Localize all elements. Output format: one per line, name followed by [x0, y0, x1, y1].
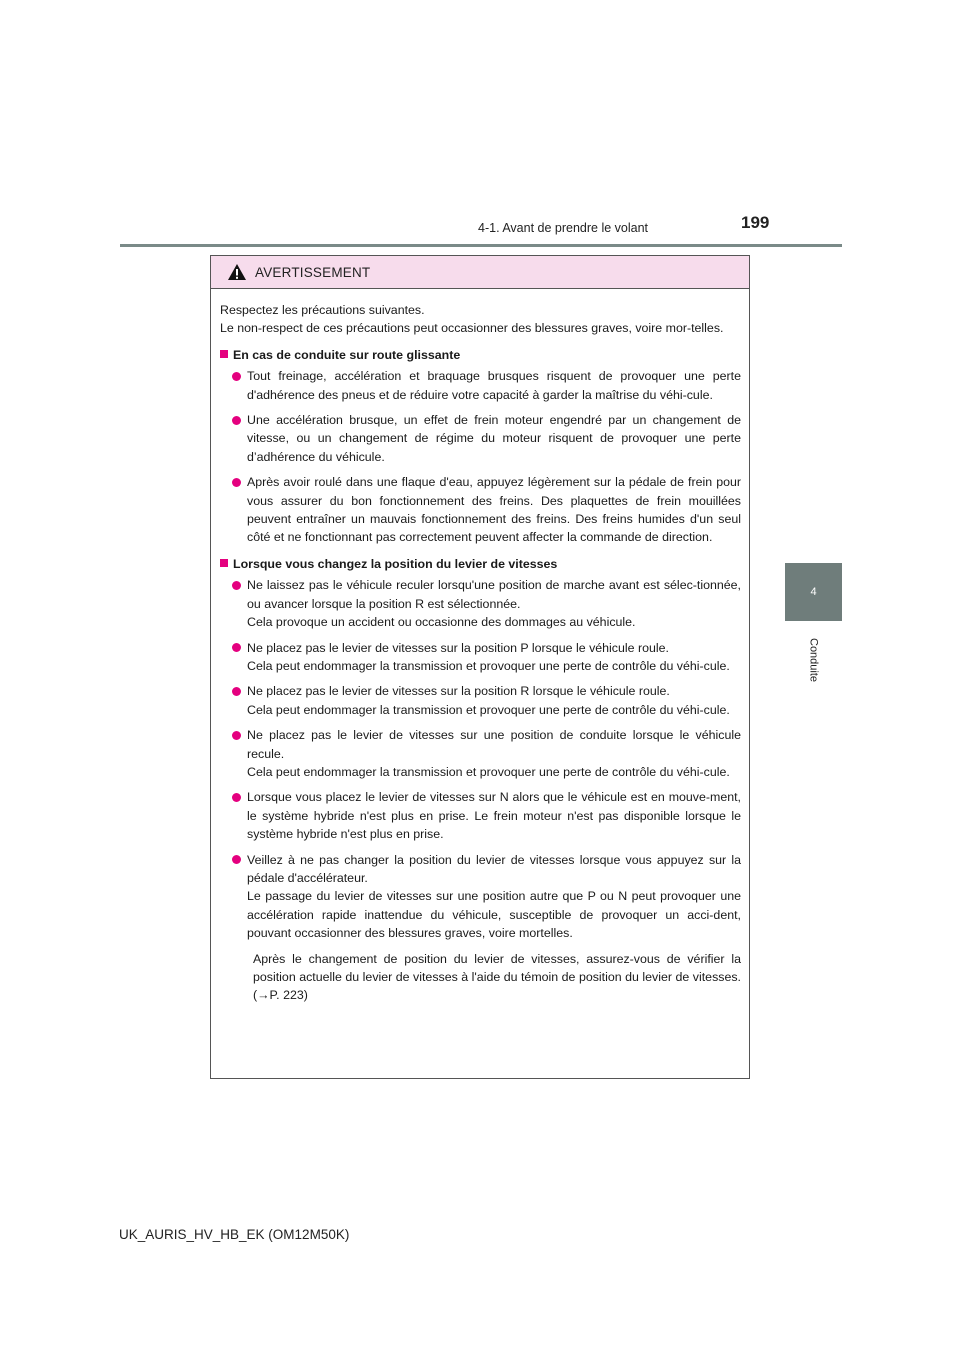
intro-line-2: Le non-respect de ces précautions peut occasionner des blessures graves, voire mor-telles.	[220, 321, 724, 336]
list-item-consequence: Le passage du levier de vitesses sur une position autre que P ou N peut provoquer une accélération rapide inattendue du véhicule, susceptible de provoquer un acci-dent, pouvant occasionner des blessures graves, voire mortelles.	[247, 889, 741, 941]
list-item	[232, 726, 741, 781]
shift-check-note: Après le changement de position du levier de vitesses, assurez-vous de vérifier la position actuelle du levier de vitesses à l'aide du témoin de position du levier de vitesses. (→P. 223)	[253, 951, 741, 1003]
list-item-consequence: Cela provoque un accident ou occasionne des dommages au véhicule.	[247, 615, 636, 630]
warning-box	[210, 255, 750, 1079]
bullet-dot-icon	[232, 731, 241, 740]
list-item-text: Tout freinage, accélération et braquage brusques risquent de provoquer une perte d'adhérence des pneus et de réduire votre capacité à garder la maîtrise du véhi-cule.	[247, 369, 741, 402]
bullet-dot-icon	[232, 793, 241, 802]
list-item	[232, 851, 741, 943]
section-heading-text: Lorsque vous changez la position du levier de vitesses	[233, 556, 558, 571]
chapter-tab	[785, 563, 842, 621]
list-item	[232, 639, 741, 676]
list-item-text: Lorsque vous placez le levier de vitesses sur N alors que le véhicule est en mouve-ment, le système hybride n'est plus en prise. Le frein moteur n'est pas disponible lorsque le système hybride n'est plus en prise.	[247, 790, 741, 842]
bullet-dot-icon	[232, 643, 241, 652]
list-item	[232, 367, 741, 404]
chapter-label: Conduite	[807, 637, 820, 683]
bullet-dot-icon	[232, 855, 241, 864]
section-heading	[220, 555, 741, 573]
list-item	[232, 473, 741, 547]
list-item-text: Ne laissez pas le véhicule reculer lorsqu'une position de marche avant est sélec-tionnée, ou avancer lorsque la position R est sélectionnée.	[247, 578, 741, 611]
section-heading	[220, 346, 741, 364]
chapter-number: 4	[810, 586, 817, 598]
bullet-dot-icon	[232, 416, 241, 425]
list-item-consequence: Cela peut endommager la transmission et provoquer une perte de contrôle du véhi-cule.	[247, 764, 730, 779]
warning-title: AVERTISSEMENT	[255, 264, 371, 280]
warning-intro	[220, 301, 741, 338]
warning-triangle-icon	[227, 263, 247, 281]
header-divider	[120, 244, 842, 247]
list-item	[232, 576, 741, 631]
page-number: 199	[741, 213, 770, 232]
bullet-dot-icon	[232, 687, 241, 696]
square-bullet-icon	[220, 350, 228, 358]
bullet-dot-icon	[232, 581, 241, 590]
intro-line-1: Respectez les précautions suivantes.	[220, 303, 425, 317]
list-item	[232, 788, 741, 843]
list-item-text: Après avoir roulé dans une flaque d'eau, appuyez légèrement sur la pédale de frein pour vous assurer du bon fonctionnement des freins. Des plaquettes de frein mouillées peuvent entraîner un mauvais fonctionnement des freins. Des freins humides d'un seul côté et ne fonctionnant pas correctement peuvent affecter la commande de direction.	[247, 475, 741, 545]
list-item-text: Une accélération brusque, un effet de frein moteur engendré par un changement de vitesse, ou un changement de régime du moteur risquent de provoquer une perte d’adhérence du véhicule.	[247, 413, 741, 464]
section-heading-text: En cas de conduite sur route glissante	[233, 347, 461, 362]
list-item-text: Ne placez pas le levier de vitesses sur la position R lorsque le véhicule roule.	[247, 684, 670, 699]
list-item-consequence: Cela peut endommager la transmission et provoquer une perte de contrôle du véhi-cule.	[247, 658, 730, 673]
list-item	[232, 411, 741, 466]
list-item-text: Veillez à ne pas changer la position du levier de vitesses lorsque vous appuyez sur la pédale d'accélérateur.	[247, 852, 741, 885]
bullet-dot-icon	[232, 372, 241, 381]
square-bullet-icon	[220, 559, 228, 567]
warning-body	[211, 289, 749, 1005]
list-item	[232, 682, 741, 719]
list-item-text: Ne placez pas le levier de vitesses sur une position de conduite lorsque le véhicule recule.	[247, 728, 741, 761]
list-item-consequence: Cela peut endommager la transmission et provoquer une perte de contrôle du véhi-cule.	[247, 702, 730, 717]
warning-header	[211, 256, 749, 289]
bullet-dot-icon	[232, 478, 241, 487]
document-code: UK_AURIS_HV_HB_EK (OM12M50K)	[119, 1227, 350, 1242]
header-section-title: 4-1. Avant de prendre le volant	[478, 221, 649, 235]
list-item-text: Ne placez pas le levier de vitesses sur la position P lorsque le véhicule roule.	[247, 640, 669, 655]
